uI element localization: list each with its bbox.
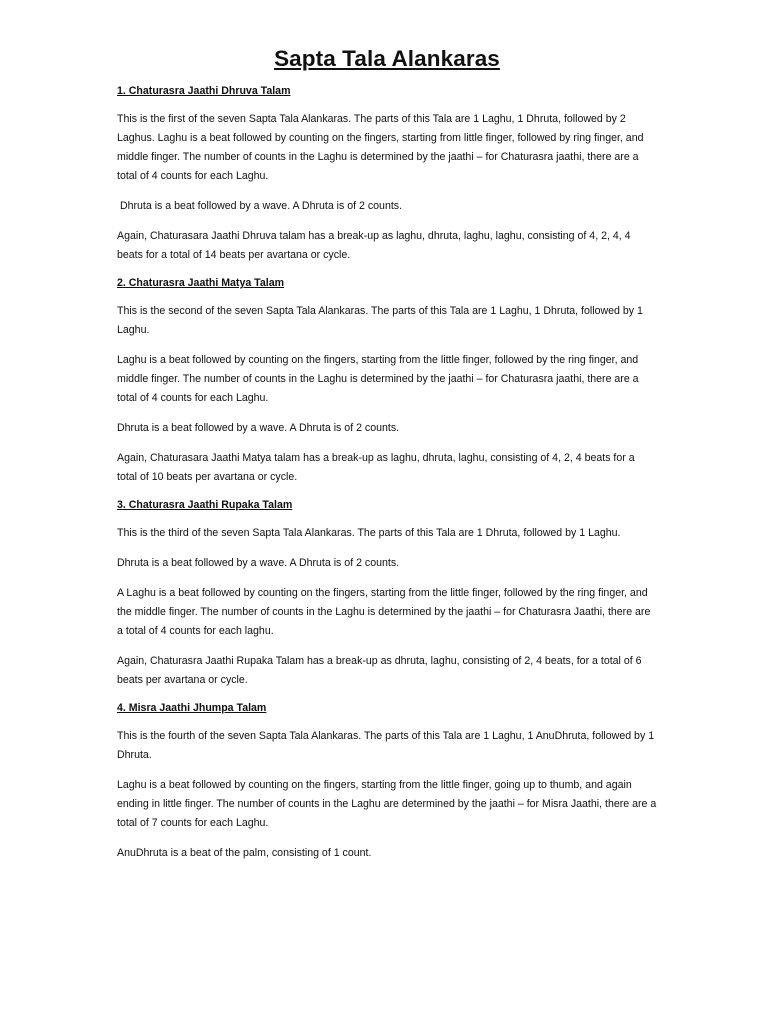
paragraph: Again, Chaturasra Jaathi Rupaka Talam has a break-up as dhruta, laghu, consisting of 2, 4 beats, for a total of 6 beats per avartana or cycle. — [117, 655, 642, 686]
section-heading: 1. Chaturasra Jaathi Dhruva Talam — [117, 85, 291, 97]
section-heading: 2. Chaturasra Jaathi Matya Talam — [117, 277, 285, 289]
paragraph: Laghu is a beat followed by counting on the fingers, starting from the little finger, going up to thumb, and again ending in little finger. The number of counts in the Laghu are determined by the jaathi – for Misra Jaathi, there are a total of 7 counts for each Laghu. — [117, 779, 657, 829]
section-4 — [117, 701, 657, 863]
paragraph: This is the third of the seven Sapta Tala Alankaras. The parts of this Tala are 1 Dhruta, followed by 1 Laghu. — [117, 527, 621, 539]
section-2 — [117, 276, 657, 487]
paragraph: This is the first of the seven Sapta Tala Alankaras. The parts of this Tala are 1 Laghu, 1 Dhruta, followed by 2 Laghus. Laghu is a beat followed by counting on the fingers, starting from little finger, followed by ring finger, and middle finger. The number of counts in the Laghu is determined by the jaathi – for Chaturasra jaathi, there are a total of 4 counts for each Laghu. — [117, 113, 644, 182]
section-heading: 4. Misra Jaathi Jhumpa Talam — [117, 702, 267, 714]
paragraph: Dhruta is a beat followed by a wave. A Dhruta is of 2 counts. — [117, 200, 403, 212]
paragraph: AnuDhruta is a beat of the palm, consisting of 1 count. — [117, 847, 372, 859]
section-heading: 3. Chaturasra Jaathi Rupaka Talam — [117, 499, 293, 511]
paragraph: Dhruta is a beat followed by a wave. A Dhruta is of 2 counts. — [117, 422, 400, 434]
page-title: Sapta Tala Alankaras — [274, 46, 500, 71]
section-1 — [117, 84, 657, 265]
paragraph: Dhruta is a beat followed by a wave. A Dhruta is of 2 counts. — [117, 557, 400, 569]
paragraph: This is the second of the seven Sapta Tala Alankaras. The parts of this Tala are 1 Laghu, 1 Dhruta, followed by 1 Laghu. — [117, 305, 643, 336]
paragraph: This is the fourth of the seven Sapta Tala Alankaras. The parts of this Tala are 1 Laghu, 1 AnuDhruta, followed by 1 Dhruta. — [117, 730, 655, 761]
paragraph: A Laghu is a beat followed by counting on the fingers, starting from the little finger, followed by the ring finger, and the middle finger. The number of counts in the Laghu is determined by the jaathi – for Chaturasra Jaathi, there are a total of 4 counts for each laghu. — [117, 587, 651, 637]
document-page — [117, 44, 657, 875]
paragraph: Again, Chaturasara Jaathi Dhruva talam has a break-up as laghu, dhruta, laghu, laghu, consisting of 4, 2, 4, 4 beats for a total of 14 beats per avartana or cycle. — [117, 230, 631, 261]
section-3 — [117, 498, 657, 690]
paragraph: Laghu is a beat followed by counting on the fingers, starting from the little finger, followed by the ring finger, and middle finger. The number of counts in the Laghu is determined by the jaathi – for Chaturasra jaathi, there are a total of 4 counts for each Laghu. — [117, 354, 639, 404]
paragraph: Again, Chaturasara Jaathi Matya talam has a break-up as laghu, dhruta, laghu, consisting of 4, 2, 4 beats for a total of 10 beats per avartana or cycle. — [117, 452, 635, 483]
